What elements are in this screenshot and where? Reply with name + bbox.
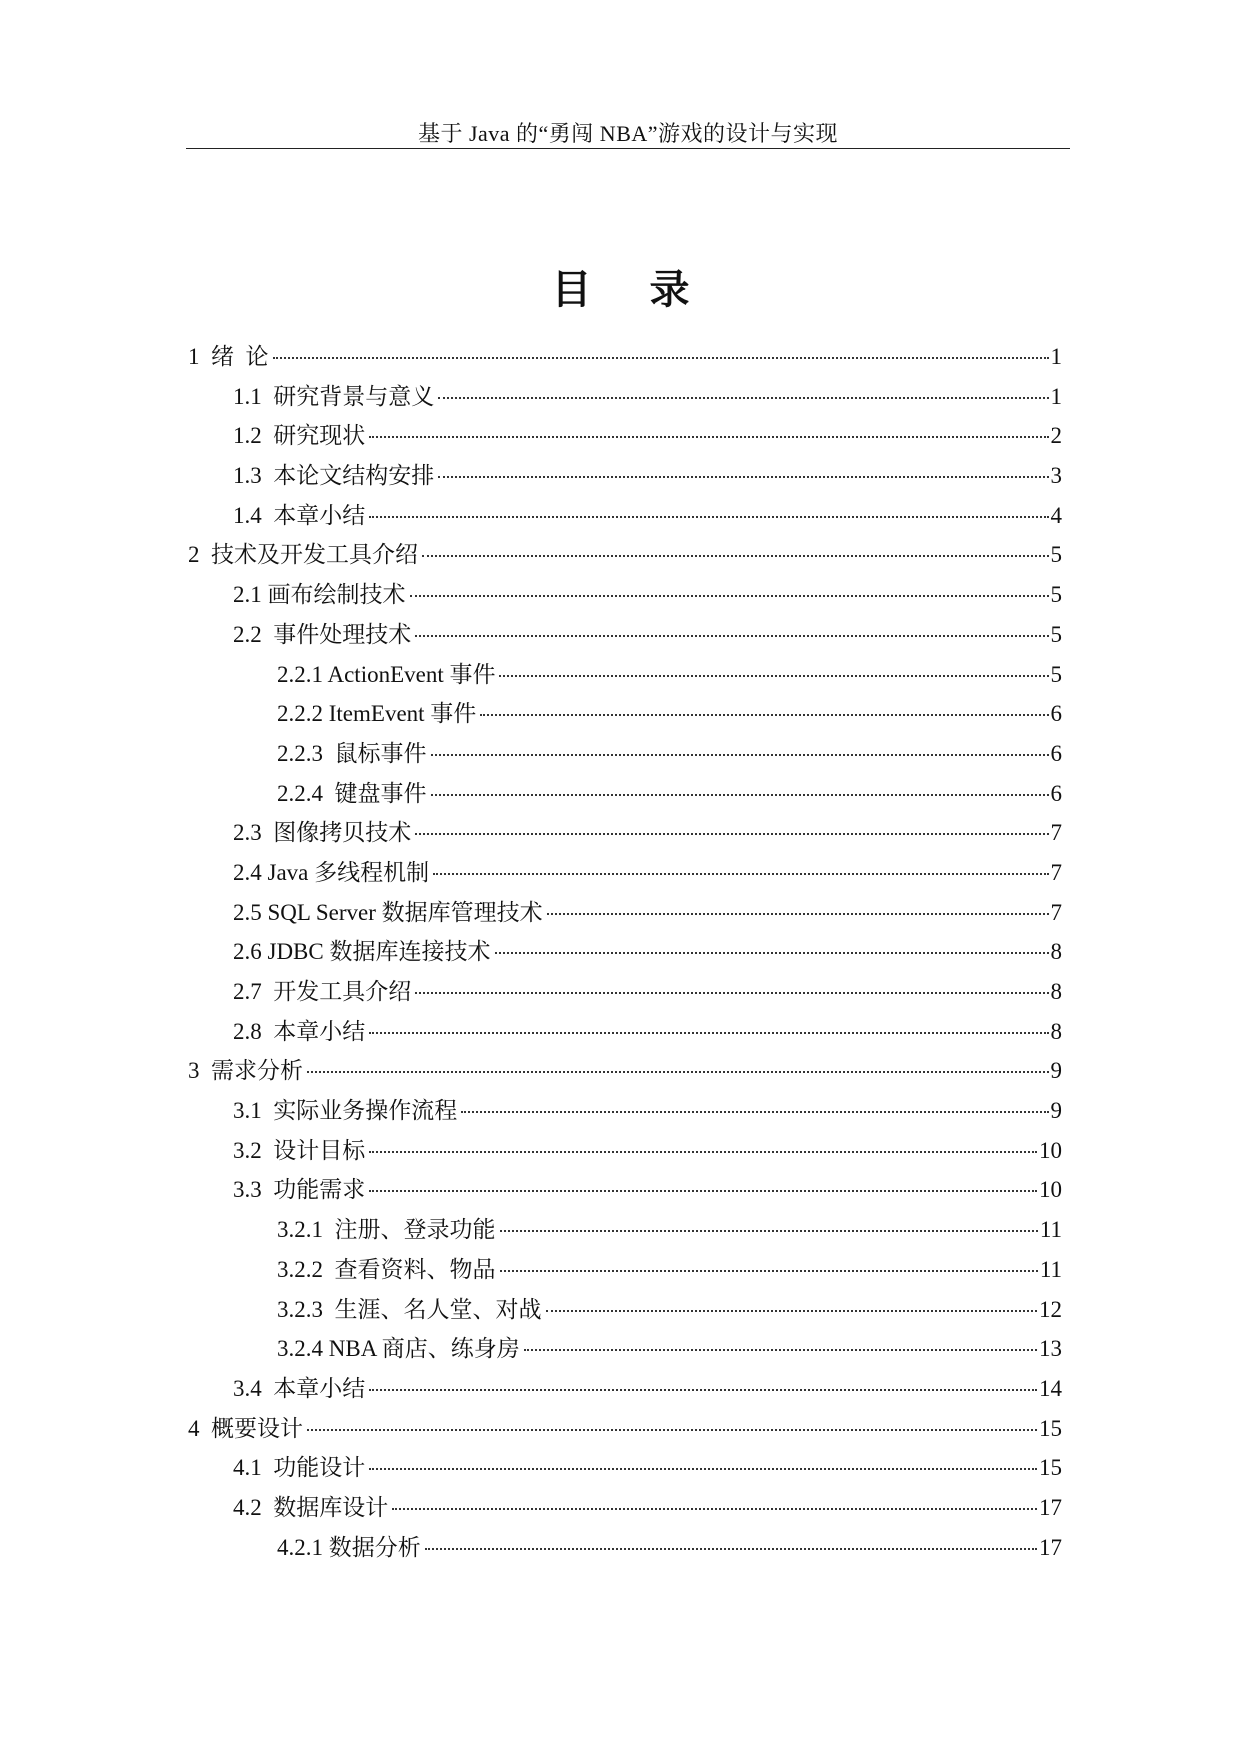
toc-entry[interactable] <box>188 416 1062 456</box>
toc-entry[interactable] <box>188 774 1062 814</box>
toc-entry-page-number: 5 <box>1050 661 1062 687</box>
toc-entry-page-number: 6 <box>1050 701 1062 727</box>
toc-entry-title: 2.2.4 键盘事件 <box>277 780 427 806</box>
toc-entry-title: 2.2.1 ActionEvent 事件 <box>277 661 496 687</box>
toc-entry-page-number: 4 <box>1050 502 1062 528</box>
toc-entry[interactable] <box>188 1131 1062 1171</box>
toc-entry-title: 3.4 本章小结 <box>233 1375 366 1401</box>
toc-entry-title: 2.7 开发工具介绍 <box>233 979 412 1004</box>
toc-entry[interactable] <box>188 694 1062 734</box>
dot-leader <box>547 912 1049 915</box>
dot-leader <box>499 674 1048 677</box>
toc-entry[interactable] <box>188 1290 1062 1330</box>
toc-entry-page-number: 15 <box>1039 1415 1062 1441</box>
toc-entry-page-number: 7 <box>1050 859 1062 885</box>
toc-entry-page-number: 8 <box>1050 1018 1062 1044</box>
dot-leader <box>431 753 1049 756</box>
toc-entry[interactable] <box>188 337 1062 377</box>
dot-leader <box>369 515 1048 518</box>
toc-entry-page-number: 10 <box>1039 1177 1062 1203</box>
toc-entry[interactable] <box>188 456 1062 496</box>
dot-leader <box>500 1269 1038 1272</box>
dot-leader <box>369 1189 1037 1192</box>
page-title: 目 录 <box>551 267 712 313</box>
toc-entry[interactable] <box>188 1448 1062 1488</box>
toc-entry[interactable] <box>188 853 1062 893</box>
dot-leader <box>415 991 1048 994</box>
toc-entry-title: 1.2 研究现状 <box>233 423 366 449</box>
toc-entry-title: 3.2.1 注册、登录功能 <box>277 1217 496 1243</box>
toc-entry-title: 2.1 画布绘制技术 <box>233 582 406 608</box>
toc-entry[interactable] <box>188 655 1062 695</box>
toc-entry[interactable] <box>188 1170 1062 1210</box>
toc-entry-page-number: 6 <box>1050 780 1062 806</box>
dot-leader <box>425 1547 1037 1550</box>
toc-entry[interactable] <box>188 734 1062 774</box>
toc-entry-title: 2.5 SQL Server 数据库管理技术 <box>233 899 543 925</box>
toc-entry-title: 1.4 本章小结 <box>233 502 366 528</box>
toc-entry-page-number: 17 <box>1039 1494 1062 1520</box>
toc-entry-page-number: 8 <box>1050 939 1062 965</box>
toc-entry[interactable] <box>188 377 1062 417</box>
toc-entry-page-number: 1 <box>1050 383 1062 409</box>
toc-entry-title: 3.2.3 生涯、名人堂、对战 <box>277 1296 542 1322</box>
dot-leader <box>495 951 1049 954</box>
toc-entry-page-number: 7 <box>1050 820 1062 846</box>
toc-entry-page-number: 12 <box>1039 1296 1062 1322</box>
toc-entry[interactable] <box>188 535 1062 575</box>
toc-entry-title: 3.2 设计目标 <box>233 1137 366 1163</box>
toc-entry[interactable] <box>188 575 1062 615</box>
toc-entry-page-number: 5 <box>1050 542 1062 568</box>
toc-entry-page-number: 9 <box>1050 1058 1062 1084</box>
dot-leader <box>433 872 1048 875</box>
toc-entry[interactable] <box>188 972 1062 1012</box>
toc-entry-page-number: 13 <box>1039 1336 1062 1362</box>
toc-entry-title: 2.3 图像拷贝技术 <box>233 820 412 846</box>
toc-entry-page-number: 9 <box>1050 1098 1062 1124</box>
dot-leader <box>307 1070 1049 1073</box>
dot-leader <box>546 1309 1038 1312</box>
toc-entry[interactable] <box>188 1250 1062 1290</box>
toc-entry[interactable] <box>188 932 1062 972</box>
dot-leader <box>438 475 1048 478</box>
toc-entry-title: 3.2.4 NBA 商店、练身房 <box>277 1336 520 1362</box>
dot-leader <box>431 793 1049 796</box>
dot-leader <box>273 356 1049 359</box>
dot-leader <box>369 1388 1037 1391</box>
toc-entry-title: 2.6 JDBC 数据库连接技术 <box>233 939 491 965</box>
table-of-contents <box>188 337 1062 1567</box>
toc-entry[interactable] <box>188 1051 1062 1091</box>
toc-entry-page-number: 10 <box>1039 1137 1062 1163</box>
toc-entry-page-number: 11 <box>1039 1256 1062 1282</box>
toc-entry-title: 4.2 数据库设计 <box>233 1494 389 1520</box>
dot-leader <box>524 1348 1037 1351</box>
running-header: 基于 Java 的“勇闯 NBA”游戏的设计与实现 <box>417 121 839 146</box>
toc-entry-page-number: 1 <box>1050 344 1062 369</box>
dot-leader <box>410 594 1049 597</box>
toc-entry-title: 3 需求分析 <box>188 1058 303 1084</box>
dot-leader <box>369 1031 1048 1034</box>
dot-leader <box>500 1229 1038 1232</box>
toc-entry-title: 1.3 本论文结构安排 <box>233 463 435 489</box>
toc-entry[interactable] <box>188 1329 1062 1369</box>
toc-entry-title: 4 概要设计 <box>188 1415 303 1441</box>
toc-entry-page-number: 8 <box>1050 979 1062 1004</box>
toc-entry-title: 2.2.2 ItemEvent 事件 <box>277 701 477 727</box>
toc-entry-title: 1 绪 论 <box>188 344 269 369</box>
toc-entry[interactable] <box>188 1409 1062 1449</box>
toc-entry-page-number: 11 <box>1039 1217 1062 1243</box>
toc-entry-title: 2.2.3 鼠标事件 <box>277 740 427 766</box>
toc-entry-page-number: 14 <box>1039 1375 1062 1401</box>
toc-entry-page-number: 7 <box>1050 899 1062 925</box>
toc-entry-page-number: 6 <box>1050 740 1062 766</box>
toc-entry-page-number: 2 <box>1050 423 1062 449</box>
dot-leader <box>422 554 1049 557</box>
toc-entry[interactable] <box>188 496 1062 536</box>
dot-leader <box>438 396 1048 399</box>
dot-leader <box>415 832 1048 835</box>
toc-entry[interactable] <box>188 1488 1062 1528</box>
dot-leader <box>369 435 1048 438</box>
toc-entry[interactable] <box>188 893 1062 933</box>
dot-leader <box>369 1150 1037 1153</box>
toc-entry-title: 2.4 Java 多线程机制 <box>233 859 430 885</box>
toc-entry-title: 2.2 事件处理技术 <box>233 621 412 647</box>
toc-entry-title: 4.2.1 数据分析 <box>277 1534 421 1560</box>
toc-entry-title: 2.8 本章小结 <box>233 1018 366 1044</box>
toc-entry-page-number: 15 <box>1039 1455 1062 1481</box>
toc-entry-page-number: 5 <box>1050 582 1062 608</box>
toc-entry-page-number: 3 <box>1050 463 1062 489</box>
toc-entry-title: 3.3 功能需求 <box>233 1177 366 1203</box>
toc-entry-page-number: 5 <box>1050 621 1062 647</box>
toc-entry[interactable] <box>188 1369 1062 1409</box>
dot-leader <box>415 634 1048 637</box>
dot-leader <box>307 1428 1037 1431</box>
toc-entry-title: 3.1 实际业务操作流程 <box>233 1098 458 1124</box>
dot-leader <box>480 713 1048 716</box>
toc-entry-title: 2 技术及开发工具介绍 <box>188 542 418 568</box>
toc-entry[interactable] <box>188 1210 1062 1250</box>
toc-entry[interactable] <box>188 813 1062 853</box>
dot-leader <box>461 1110 1048 1113</box>
toc-entry[interactable] <box>188 1528 1062 1568</box>
toc-entry-title: 3.2.2 查看资料、物品 <box>277 1256 496 1282</box>
toc-entry-title: 1.1 研究背景与意义 <box>233 383 435 409</box>
toc-entry-title: 4.1 功能设计 <box>233 1455 366 1481</box>
toc-entry[interactable] <box>188 615 1062 655</box>
toc-entry[interactable] <box>188 1091 1062 1131</box>
header-rule <box>186 148 1070 149</box>
toc-entry-page-number: 17 <box>1039 1534 1062 1560</box>
toc-entry[interactable] <box>188 1012 1062 1052</box>
dot-leader <box>392 1507 1037 1510</box>
dot-leader <box>369 1467 1037 1470</box>
